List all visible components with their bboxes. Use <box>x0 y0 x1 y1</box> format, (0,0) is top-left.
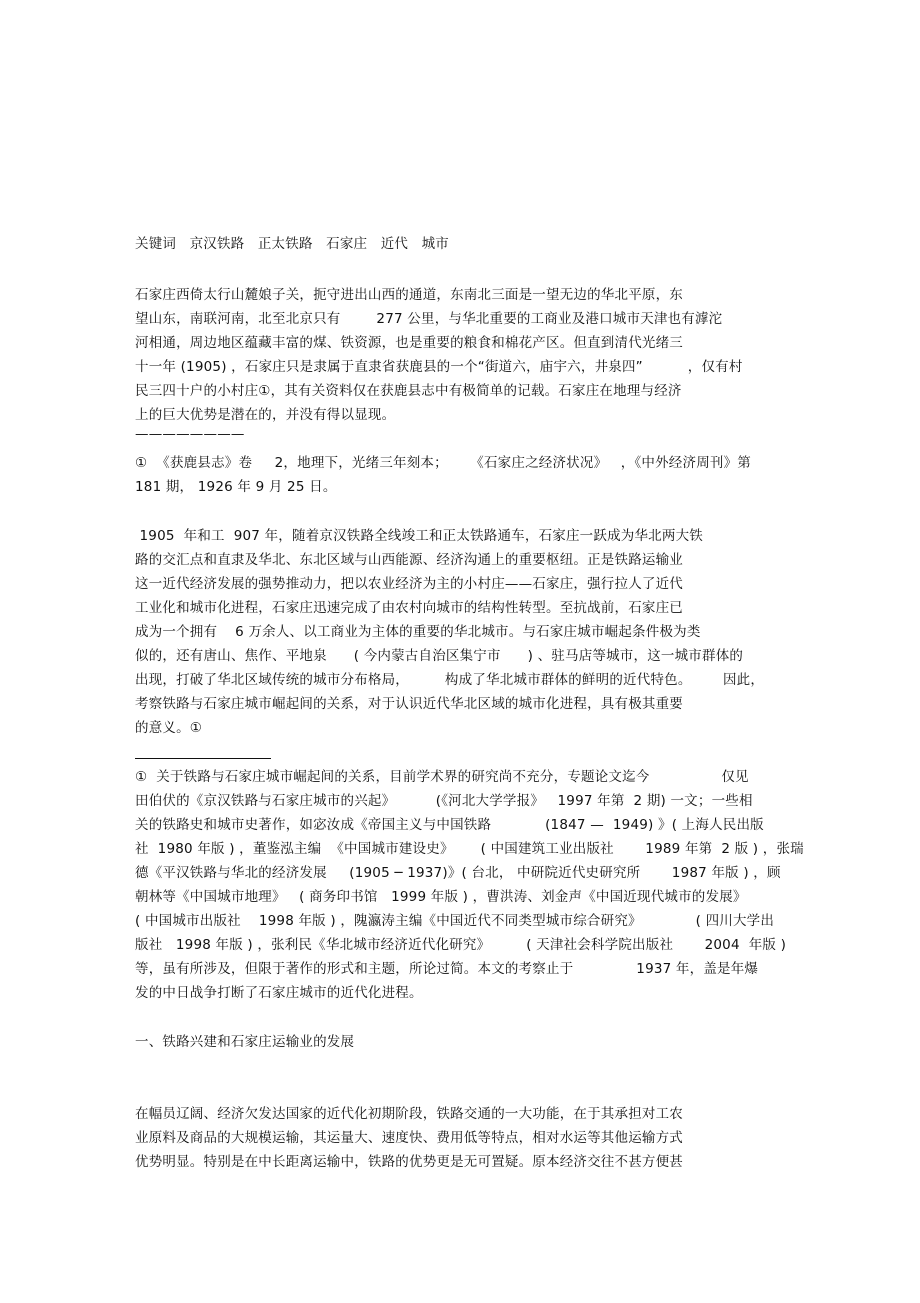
footnote-line: ① 《获鹿县志》卷 2，地理下，光绪三年刻本； 《石家庄之经济状况》 ，《中外经济周刊》第 <box>135 455 752 471</box>
footnote-rule <box>135 758 271 759</box>
paragraph-line: 石家庄西倚太行山麓娘子关，扼守进出山西的通道，东南北三面是一望无边的华北平原，东 <box>135 287 683 303</box>
footnote-line: 181 期， 1926 年 9 月 25 日。 <box>135 479 337 495</box>
paragraph-line: 业原料及商品的大规模运输，其运量大、速度快、费用低等特点，相对水运等其他运输方式 <box>135 1130 683 1146</box>
paragraph-line: 成为一个拥有 6 万余人、以工商业为主体的重要的华北城市。与石家庄城市崛起条件极为类 <box>135 624 701 640</box>
paragraph-line: 的意义。① <box>135 720 203 736</box>
paragraph-line: 优势明显。特别是在中长距离运输中，铁路的优势更是无可置疑。原本经济交往不甚方便甚 <box>135 1154 683 1170</box>
paragraph-line: 上的巨大优势是潜在的，并没有得以显现。 <box>135 407 396 423</box>
footnote-line: 社 1980 年版 ) ，董鉴泓主编 《中国城市建设史》 ( 中国建筑工业出版社 1989 年第 2 版 ) ，张瑞 <box>135 841 804 857</box>
footnote-line: ① 关于铁路与石家庄城市崛起间的关系，目前学术界的研究尚不充分，专题论文迄今 仅见 <box>135 769 749 785</box>
paragraph-line: 1905 年和工 907 年，随着京汉铁路全线竣工和正太铁路通车，石家庄一跃成为华北两大铁 <box>135 528 703 544</box>
paragraph-line: 似的，还有唐山、焦作、平地泉 ( 今内蒙古自治区集宁市 ) 、驻马店等城市，这一城市群体的 <box>135 648 744 664</box>
paragraph-line: 考察铁路与石家庄城市崛起间的关系，对于认识近代华北区域的城市化进程，具有极其重要 <box>135 696 683 712</box>
footnote-line: 德《平汉铁路与华北的经济发展 (1905 ─ 1937)》( 台北， 中研院近代史研究所 1987 年版 ) ，顾 <box>135 865 781 881</box>
paragraph-line: 在幅员辽阔、经济欠发达国家的近代化初期阶段，铁路交通的一大功能，在于其承担对工农 <box>135 1106 683 1122</box>
paragraph-line: 这一近代经济发展的强势推动力，把以农业经济为主的小村庄——石家庄，强行拉人了近代 <box>135 576 683 592</box>
paragraph-line: 河相通，周边地区蕴藏丰富的煤、铁资源，也是重要的粮食和棉花产区。但直到清代光绪三 <box>135 335 683 351</box>
footnote-line: 发的中日战争打断了石家庄城市的近代化进程。 <box>135 985 423 1001</box>
footnote-line: 版社 1998 年版 ) ，张利民《华北城市经济近代化研究》 ( 天津社会科学院出版社 2004 年版 ) <box>135 937 787 953</box>
paragraph-line: 出现，打破了华北区域传统的城市分布格局， 构成了华北城市群体的鲜明的近代特色。 因此， <box>135 672 765 688</box>
keywords-line: 关键词 京汉铁路 正太铁路 石家庄 近代 城市 <box>135 236 449 252</box>
section-heading: 一、铁路兴建和石家庄运输业的发展 <box>135 1034 355 1050</box>
footnote-line: 等，虽有所涉及，但限于著作的形式和主题，所论过简。本文的考察止于 1937 年，盖是年爆 <box>135 961 759 977</box>
footnote-line: 田伯伏的《京汉铁路与石家庄城市的兴起》 (《河北大学学报》 1997 年第 2 期) 一文；一些相 <box>135 793 753 809</box>
paragraph-line: 望山东，南联河南，北至北京只有 277 公里，与华北重要的工商业及港口城市天津也有滹沱 <box>135 311 723 327</box>
footnote-line: 关的铁路史和城市史著作，如宓汝成《帝国主义与中国铁路 (1847 — 1949) 》( 上海人民出版 <box>135 817 764 833</box>
footnote-separator: ———————— <box>135 426 245 442</box>
paragraph-line: 十一年 (1905) ，石家庄只是隶属于直隶省获鹿县的一个“街道六，庙宇六，井泉四” ，仅有村 <box>135 359 743 375</box>
paragraph-line: 路的交汇点和直隶及华北、东北区域与山西能源、经济沟通上的重要枢纽。正是铁路运输业 <box>135 552 683 568</box>
footnote-line: ( 中国城市出版社 1998 年版 ) ，隗瀛涛主编《中国近代不同类型城市综合研究》 ( 四川大学出 <box>135 913 775 929</box>
footnote-line: 朝林等《中国城市地理》 ( 商务印书馆 1999 年版 ) ，曹洪涛、刘金声《中国近现代城市的发展》 <box>135 889 747 905</box>
paragraph-line: 民三四十户的小村庄①，其有关资料仅在获鹿县志中有极简单的记载。石家庄在地理与经济 <box>135 383 682 399</box>
paragraph-line: 工业化和城市化进程，石家庄迅速完成了由农村向城市的结构性转型。至抗战前，石家庄已 <box>135 600 683 616</box>
